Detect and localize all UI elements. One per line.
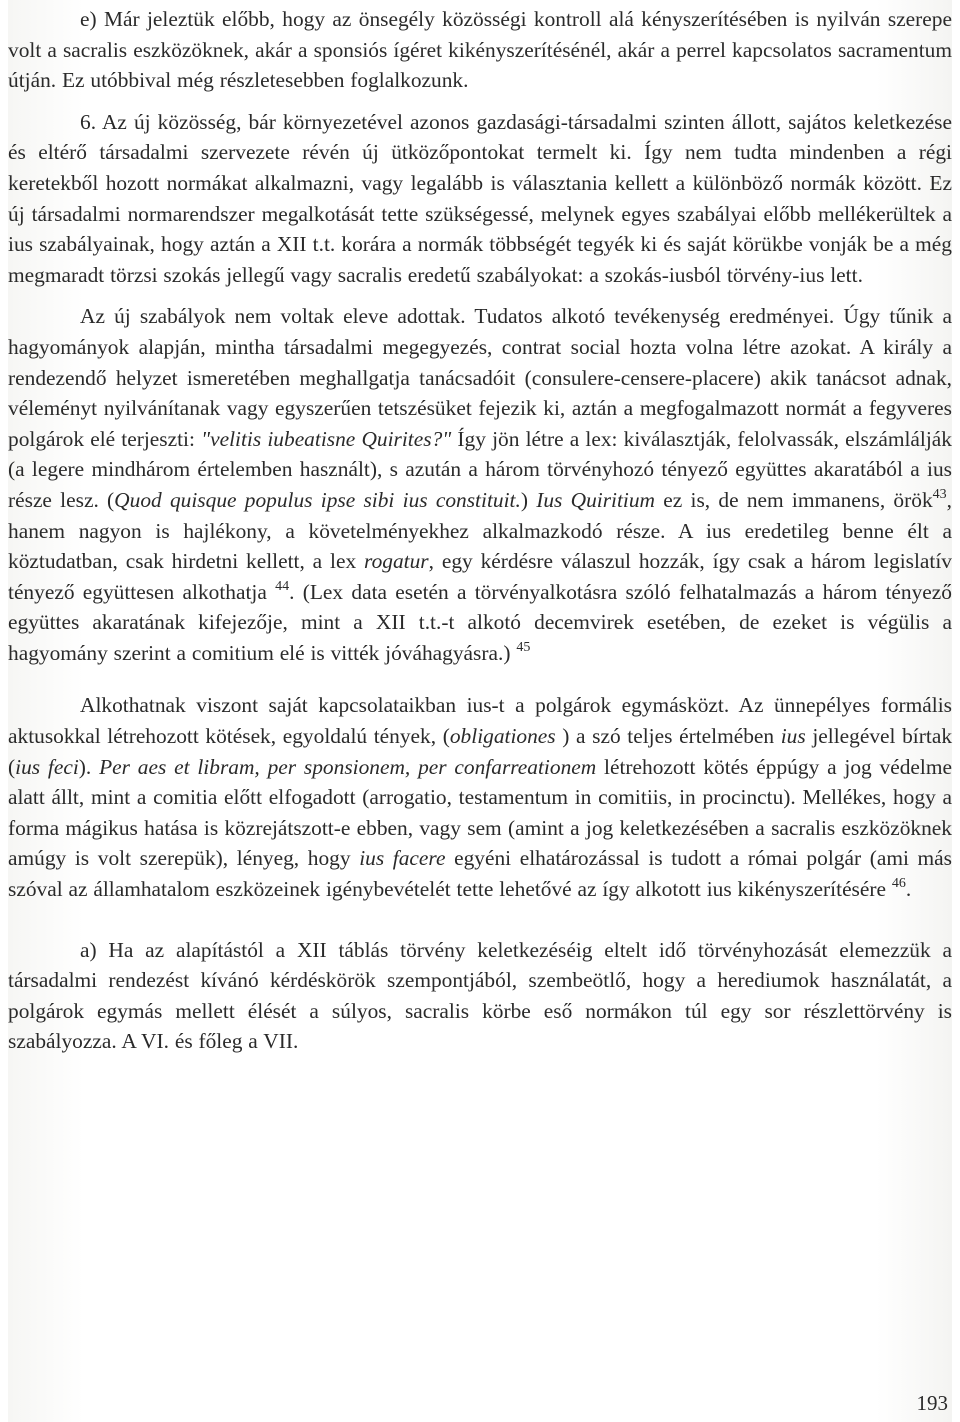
footnote-ref-44[interactable]: 44 [275,578,290,594]
italic-run: obligationes [449,724,556,749]
paragraph-new-rules [8,301,952,668]
italic-run: ius [780,724,806,749]
text-run: Az új szabályok nem voltak eleve adottak. Tudatos alkotó tevékenység eredményei. Úgy tűnik a hagyományok alapján, mintha társadalmi megegyezés, contrat social hozta volna létre azokat. A király a rendezendő helyzet ismeretében meghallgatja tanácsadóit (consulere-censere-placere) akik tanácsot adnak, véleményt nyilvánítanak vagy egyszerűen tetszésüket fejezik ki, aztán a megfogalmazott normát a fegyveres polgárok elé terjeszti: [8,304,952,451]
footnote-ref-46[interactable]: 46 [891,876,906,892]
italic-run: Ius Quiritium [536,487,655,512]
text-run: , hanem nagyon is hajlékony, a követelményekhez alkalmazkodó része. A ius eredetileg benne élt a köztudatban, csak hirdetni kellett, a lex [8,487,952,574]
text-run: e) Már jeleztük előbb, hogy az önsegély közösségi kontroll alá kényszerítésében is nyilván szerepe volt a sacralis eszközöknek, akár a sponsiós ígéret kikényszerítésénél, akár a perrel kapcsolatos sacramentum útján. Ez utóbbival még részletesebben foglalkozunk. [8,7,952,93]
text-run: . [905,877,912,902]
text-run: egyéni elhatározással is tudott a római polgár (ami más szóval az államhatalom eszközeinek igénybevételét tette lehetővé az így alkotott ius kikényszerítésére [8,846,952,902]
text-run: 6. Az új közösség, bár környezetével azonos gazdasági-társadalmi szinten állott, sajátos keletkezése és eltérő társadalmi szervezete révén új ütközőpontokat termelt ki. Így nem tudta mindenben a régi keretekből hozott normákat alkalmazni, vagy legalább is választania kellett a különböző normák között. Ez új társadalmi normarendszer megalkotását tette szükségessé, melynek egyes szabályai előbb mellékerültek a ius szabályainak, hogy aztán a XII t.t. korára a normák többségét tegyék ki és saját körükbe vonják be a még megmaradt törzsi szokás jellegű vagy sacralis eredetű szabályokat: a szokás-iusból törvény-ius lett. [8,109,952,287]
text-run: ) a szó teljes értelmében [555,724,781,749]
text-run: jellegével bírtak ( [8,724,953,779]
page-number: 193 [916,1391,948,1415]
text-run: a) Ha az alapítástól a XII táblás törvény keletkezéséig eltelt idő törvényhozását elemezzük a társadalmi rendezést kívánó kérdéskörök szempontjából, szembeötlő, hogy a herediumok használatát, a polgárok egymás mellett élését a súlyos, sacralis körbe eső normákon túl egy sor részlettörvény is szabályozza. A VI. és főleg a VII. [8,937,952,1054]
italic-run: ius facere [359,846,446,871]
footnote-ref-43[interactable]: 43 [932,486,947,502]
text-run: ez is, de nem immanens, örök [655,487,933,512]
document-page [8,0,952,1422]
italic-run: Quod quisque populus ipse sibi ius constituit. [114,487,521,512]
footnote-ref-45[interactable]: 45 [516,639,531,655]
text-run: . (Lex data esetén a törvényalkotásra szóló felhatalmazás a három tényező együttes akaratának kifejezője, mint a XII t.t.-t alkotó decemvirek esetében, de ezeket is végülis a hagyomány szerint a comitium elé is vitték jóváhagyásra.) [8,579,952,665]
text-run: Így jön létre a lex: kiválasztják, felolvassák, elszámlálják (a legere mindhárom értelemben használt), s azután a három törvényhozó tényező együttes akaratából a ius része lesz. ( [8,426,952,512]
paragraph-ius-facere [8,690,952,904]
paragraph-a [8,935,952,1057]
text-run: ). [78,754,100,779]
paragraph-e [8,4,952,96]
italic-run: ius feci [15,754,79,779]
text-run: Alkothatnak viszont saját kapcsolataikban ius-t a polgárok egymásközt. Az ünnepélyes formális aktusokkal létrehozott kötések, egyoldalú tények, ( [8,693,952,749]
text-run: , egy kérdésre válaszul hozzák, így csak a három legislatív tényező együttesen alkothatja [8,549,952,604]
italic-run: Per aes et libram, per sponsionem, per confarreationem [99,754,597,779]
paragraph-6 [8,107,952,291]
text-run: létrehozott kötés éppúgy a jog védelme alatt állt, mint a comitia előtt elfogadott (arrogatio, testamentum in comitiis, in procinctu). Mellékes, hogy a forma mágikus hatása is közrejátszott-e ebben, vagy sem (amint a jog keletkezésében a sacralis eszközöknek amúgy is volt szerepük), lényeg, hogy [8,754,952,871]
italic-run: rogatur [364,549,429,574]
italic-run: "velitis iubeatisne Quirites?" [201,426,452,451]
body-text [8,4,952,1057]
text-run: ) [520,487,537,512]
